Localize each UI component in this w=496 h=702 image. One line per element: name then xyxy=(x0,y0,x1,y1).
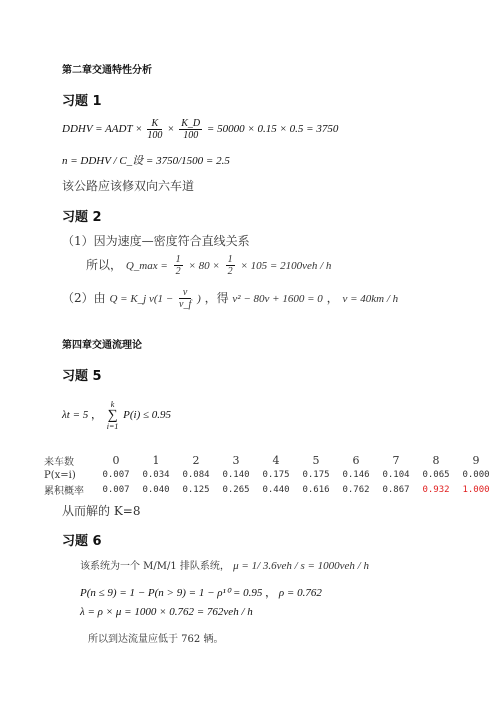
table-cell: 0.104 xyxy=(382,470,410,480)
exercise-2-part-1: （1）因为速度—密度符合直线关系 xyxy=(62,234,250,248)
table-cell: 0.867 xyxy=(382,484,410,495)
ddhv-rhs: = 50000 × 0.15 × 0.5 = 3750 xyxy=(206,123,339,136)
header-cell: 4 xyxy=(272,454,280,467)
fraction-numerator: 1 xyxy=(227,254,233,265)
fraction-k-over-100 xyxy=(147,118,162,141)
flow-equation: Q = K_j v(1 − xyxy=(109,293,174,305)
probability-table xyxy=(44,453,496,497)
speed-result: v = 40km / h xyxy=(342,293,399,305)
table-cell: 0.007 xyxy=(102,470,130,480)
table-row xyxy=(44,468,496,482)
exercise-5-title: 习题 5 xyxy=(62,369,102,384)
sigma-icon: ∑ xyxy=(107,408,118,423)
table-cell: 0.000 xyxy=(462,470,490,480)
table-cell: 0.007 xyxy=(102,484,130,495)
times-sign: × xyxy=(167,123,175,136)
queue-intro xyxy=(80,557,369,572)
chapter-2-title: 第二章交通特性分析 xyxy=(62,65,152,76)
part-2-mid: ，得 xyxy=(204,291,229,305)
header-cell: 3 xyxy=(232,454,240,467)
header-cell: 0 xyxy=(112,454,120,467)
table-cell: 0.616 xyxy=(302,484,330,495)
header-label: 来车数 xyxy=(44,457,74,468)
fraction-denominator: 2 xyxy=(227,266,233,277)
qmax-lhs: Q_max = xyxy=(125,260,168,272)
exercise-6-conclusion: 所以到达流量应低于 762 辆。 xyxy=(88,634,224,645)
fraction-numerator: K xyxy=(147,118,162,130)
header-cell: 7 xyxy=(392,454,400,467)
fraction-denominator: v_f xyxy=(179,299,192,310)
fraction-numerator: 1 xyxy=(175,254,181,265)
fraction-denominator: 2 xyxy=(175,266,181,277)
ddhv-lhs: DDHV = AADT × xyxy=(62,123,143,136)
chapter-4-title: 第四章交通流理论 xyxy=(62,340,142,351)
probability-eq: P(n ≤ 9) = 1 − P(n > 9) = 1 − ρ¹⁰ = 0.95 xyxy=(80,587,263,599)
table-cell: 0.146 xyxy=(342,470,370,480)
table-cell: 0.065 xyxy=(422,470,450,480)
fraction-one-half xyxy=(226,254,235,277)
table-header-row xyxy=(44,453,496,468)
table-cell: 0.034 xyxy=(142,470,170,480)
qmax-mid: × 80 × xyxy=(188,260,220,272)
header-cell: 8 xyxy=(432,454,440,467)
table-cell-highlighted: 1.000 xyxy=(462,484,490,495)
summation xyxy=(107,400,119,431)
table-cell: 0.265 xyxy=(222,484,250,495)
fraction-kd-over-100 xyxy=(179,118,202,141)
table-cell: 0.084 xyxy=(182,470,210,480)
table-cell: 0.040 xyxy=(142,484,170,495)
lane-count-equation: n = DDHV / C_设 = 3750/1500 = 2.5 xyxy=(62,155,230,167)
exercise-6-title: 习题 6 xyxy=(62,534,102,549)
cumulative-condition: P(i) ≤ 0.95 xyxy=(123,409,172,422)
header-cell: 5 xyxy=(312,454,320,467)
part-2-prefix: （2）由 xyxy=(62,291,106,305)
table-cell-highlighted: 0.932 xyxy=(422,484,450,495)
eq-separator: ， xyxy=(265,587,277,599)
exercise-5-result: 从而解的 K=8 xyxy=(62,504,141,518)
table-cell: 0.175 xyxy=(262,470,290,480)
sum-lower-limit: i=1 xyxy=(106,422,119,431)
flow-equation-close: ) xyxy=(197,293,201,305)
qmax-prefix: 所以， xyxy=(86,258,123,272)
table-row xyxy=(44,482,496,497)
table-cell: 0.125 xyxy=(182,484,210,495)
table-cell: 0.175 xyxy=(302,470,330,480)
ddhv-equation xyxy=(62,118,338,141)
fraction-numerator: v xyxy=(179,287,191,299)
service-rate-equation: μ = 1/ 3.6veh / s = 1000veh / h xyxy=(233,560,369,572)
arrival-rate-equation: λ = ρ × μ = 1000 × 0.762 = 762veh / h xyxy=(80,606,253,618)
row-label: P(x=i) xyxy=(44,469,76,481)
quadratic-equation: v² − 80v + 1600 = 0 xyxy=(232,293,323,305)
fraction-denominator: 100 xyxy=(147,130,163,141)
lambda-t: λt = 5 xyxy=(62,409,89,422)
poisson-condition xyxy=(62,400,171,431)
qmax-rhs: × 105 = 2100veh / h xyxy=(240,260,332,272)
exercise-2-part-2 xyxy=(62,287,398,310)
table-cell: 0.140 xyxy=(222,470,250,480)
table-cell: 0.762 xyxy=(342,484,370,495)
exercise-1-title: 习题 1 xyxy=(62,94,102,109)
rho-result: ρ = 0.762 xyxy=(278,587,322,599)
header-cell: 6 xyxy=(352,454,360,467)
part-2-separator: ， xyxy=(326,291,339,305)
fraction-one-half xyxy=(174,254,183,277)
table-cell: 0.440 xyxy=(262,484,290,495)
header-cell: 9 xyxy=(472,454,480,467)
fraction-numerator: K_D xyxy=(181,118,201,129)
header-cell: 2 xyxy=(192,454,200,467)
exercise-2-title: 习题 2 xyxy=(62,210,102,225)
probability-equation xyxy=(80,584,322,600)
header-cell: 1 xyxy=(152,454,160,467)
fraction-v-over-vf xyxy=(179,287,191,310)
row-label: 累积概率 xyxy=(44,486,84,497)
qmax-line xyxy=(86,254,331,277)
sum-upper-limit: k xyxy=(110,400,115,409)
exercise-1-conclusion: 该公路应该修双向六车道 xyxy=(62,179,195,193)
condition-separator: ， xyxy=(91,409,102,422)
fraction-denominator: 100 xyxy=(183,130,199,141)
queue-intro-text: 该系统为一个 M/M/1 排队系统， xyxy=(80,561,230,572)
